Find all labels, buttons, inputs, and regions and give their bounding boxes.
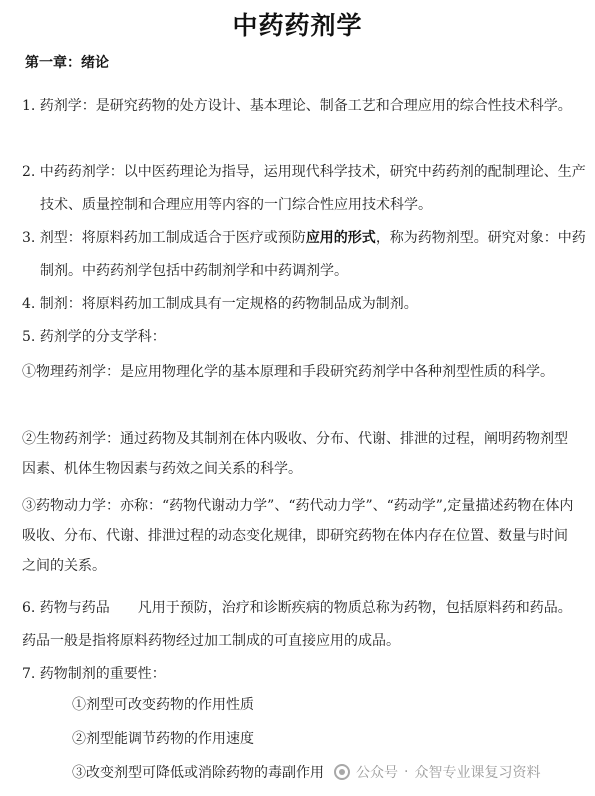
paragraph-4: 4. 制剂：将原料药加工制成具有一定规格的药物制品成为制剂。 [22,296,418,312]
list-item-1: ①剂型可改变药物的作用性质 [72,697,254,713]
subsection-pharmacokinetics: ③药物动力学：亦称：“药物代谢动力学”、“药代动力学”、“药动学”,定量描述药物在体内吸收、分布、代谢、排泄过程的动态变化规律，即研究药物在体内存在位置、数量与时间之间的关系。 [22,498,574,574]
paragraph-7: 7. 药物制剂的重要性： [22,666,166,682]
list-item-2: ②剂型能调节药物的作用速度 [72,731,254,747]
subsection-biopharmaceutics: ②生物药剂学：通过药物及其制剂在体内吸收、分布、代谢、排泄的过程，阐明药物剂型因素、机体生物因素与药效之间关系的科学。 [22,431,568,477]
paragraph-5: 5. 药剂学的分支学科： [22,329,166,345]
watermark-platform: 公众号 [356,765,398,781]
paragraph-1: 1. 药剂学：是研究药物的处方设计、基本理论、制备工艺和合理应用的综合性技术科学。 [22,98,572,114]
list-item-3: ③改变剂型可降低或消除药物的毒副作用 [72,765,324,781]
paragraph-3-text-rest: ，称为药物剂型。研究对象：中药制剂。中药药剂学包括中药制剂学和中药调剂学。 [40,230,586,279]
chapter-heading: 第一章：绪论 [25,55,109,71]
paragraph-2: 2. 中药药剂学：以中医药理论为指导，运用现代科学技术，研究中药药剂的配制理论、生产技术、质量控制和合理应用等内容的一门综合性应用技术科学。 [22,164,586,213]
watermark-separator: · [404,764,409,780]
wechat-channel-icon [334,764,350,780]
paragraph-3-emphasis: 应用的形式 [305,230,376,246]
subsection-physical-pharmaceutics: ①物理药剂学：是应用物理化学的基本原理和手段研究药剂学中各种剂型性质的科学。 [22,364,554,380]
paragraph-3 [22,222,595,288]
watermark [330,758,544,786]
paragraph-6: 6. 药物与药品 凡用于预防，治疗和诊断疾病的物质总称为药物，包括原料药和药品。药品一般是指将原料药物经过加工制成的可直接应用的成品。 [22,600,572,649]
watermark-account: 众智专业课复习资料 [414,765,541,781]
paragraph-3-text: 3. 剂型：将原料药加工制成适合于医疗或预防 [22,230,306,246]
document-title: 中药药剂学 [232,11,363,40]
